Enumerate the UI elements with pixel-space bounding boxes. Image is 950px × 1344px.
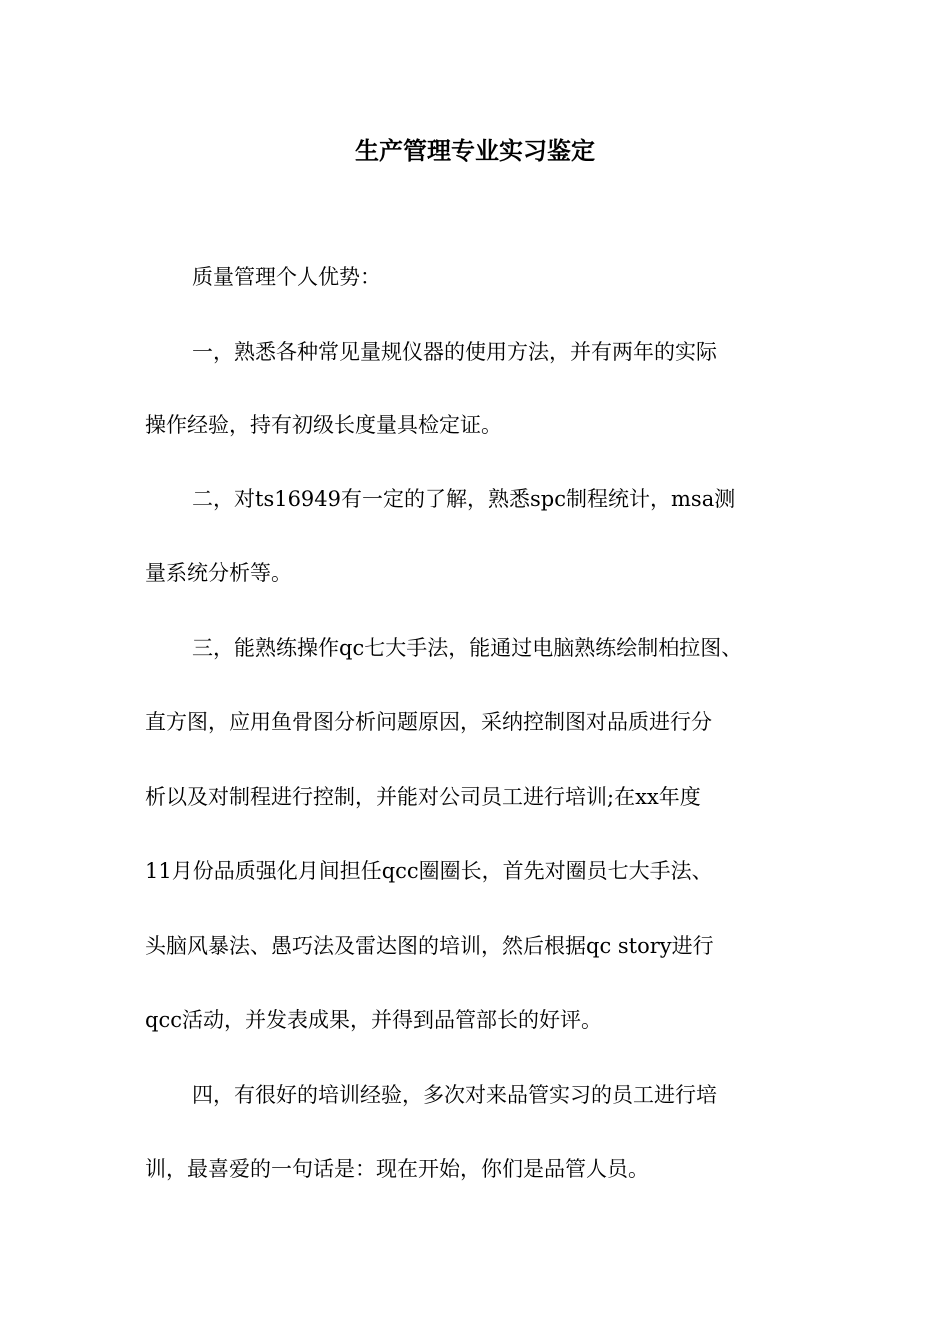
paragraph-line: 三，能熟练操作qc七大手法，能通过电脑熟练绘制柏拉图、 — [192, 636, 743, 660]
paragraph-line: 量系统分析等。 — [145, 561, 292, 585]
document-title: 生产管理专业实习鉴定 — [355, 136, 595, 165]
paragraph-line: 直方图，应用鱼骨图分析问题原因，采纳控制图对品质进行分 — [145, 710, 712, 734]
paragraph-line: 四，有很好的培训经验，多次对来品管实习的员工进行培 — [192, 1083, 717, 1107]
paragraph-line: qcc活动，并发表成果，并得到品管部长的好评。 — [145, 1008, 602, 1032]
section-heading: 质量管理个人优势： — [192, 265, 381, 289]
paragraph-line: 操作经验，持有初级长度量具检定证。 — [145, 413, 502, 437]
paragraph-line: 二，对ts16949有一定的了解，熟悉spc制程统计，msa测 — [192, 487, 736, 511]
paragraph-line: 析以及对制程进行控制，并能对公司员工进行培训;在xx年度 — [145, 785, 701, 809]
paragraph-line: 训，最喜爱的一句话是：现在开始，你们是品管人员。 — [145, 1157, 649, 1181]
paragraph-line: 一，熟悉各种常见量规仪器的使用方法，并有两年的实际 — [192, 340, 717, 364]
paragraph-line: 头脑风暴法、愚巧法及雷达图的培训，然后根据qc story进行 — [145, 934, 714, 958]
paragraph-line: 11月份品质强化月间担任qcc圈圈长，首先对圈员七大手法、 — [145, 859, 713, 883]
